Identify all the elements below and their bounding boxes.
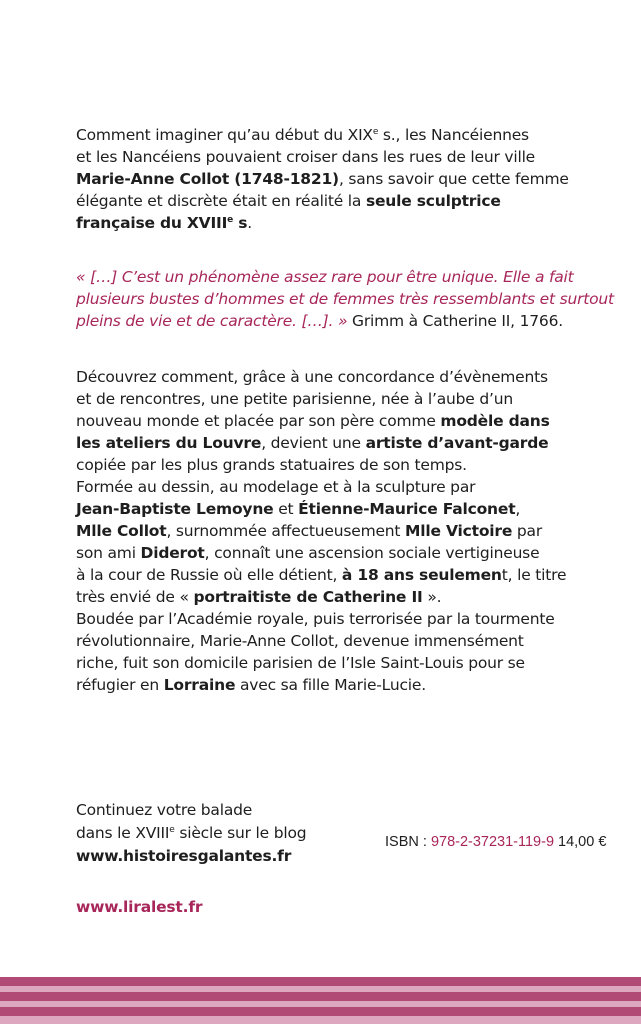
intro-text: et les Nancéiens pouvaient croiser dans les rues de leur ville (76, 148, 536, 166)
body-text: à la cour de Russie où elle détient, (76, 566, 342, 584)
superscript: e (169, 825, 175, 835)
body-text: , (515, 500, 521, 518)
isbn-number: 978-2-37231-119-9 (430, 834, 555, 850)
body-text: copiée par les plus grands statuaires de son temps. (76, 456, 467, 474)
body-text: révolutionnaire, Marie-Anne Collot, devenue immensément (76, 632, 524, 650)
stripe (0, 977, 641, 986)
body-text: , devient une (261, 434, 366, 452)
bold-name: Lorraine (163, 676, 236, 694)
bold-phrase: les ateliers du Louvre (76, 434, 262, 452)
bold-phrase: à 18 ans seulemen (341, 566, 502, 584)
blog-text: dans le XVIII (76, 824, 170, 842)
intro-paragraph (76, 124, 636, 234)
bold-phrase: portraitiste de Catherine II (193, 588, 423, 606)
body-text: ». (422, 588, 442, 606)
bold-name: Mlle Victoire (405, 522, 513, 540)
body-text: , connaît une ascension sociale vertigineuse (204, 544, 540, 562)
stripe (0, 992, 641, 1001)
publisher-website-link[interactable]: www.liralest.fr (76, 898, 203, 916)
body-text: Découvrez comment, grâce à une concordance d’évènements (76, 368, 548, 386)
bold-name: Jean-Baptiste Lemoyne (76, 500, 274, 518)
intro-text: , sans savoir que cette femme (338, 170, 569, 188)
intro-text: élégante et discrète était en réalité la (76, 192, 366, 210)
bold-name: Diderot (140, 544, 205, 562)
body-text: Formée au dessin, au modelage et à la sculpture par (76, 478, 476, 496)
quote-text: « […] C’est un phénomène assez rare pour être unique. Elle a fait (76, 268, 574, 286)
blog-text: siècle sur le blog (174, 824, 307, 842)
intro-text: . (247, 214, 253, 232)
isbn (385, 834, 554, 850)
body-text: son ami (76, 544, 141, 562)
quote-attribution: Grimm à Catherine II, 1766. (347, 312, 563, 330)
quote-text: pleins de vie et de caractère. […]. » (76, 312, 348, 330)
body-text: réfugier en (76, 676, 164, 694)
body-text: Boudée par l’Académie royale, puis terrorisée par la tourmente (76, 610, 555, 628)
body-text: par (512, 522, 543, 540)
bold-name: Étienne-Maurice Falconet (298, 500, 516, 518)
bold-phrase: seule sculptrice (365, 192, 501, 210)
body-text: t, le titre (501, 566, 567, 584)
intro-text: s., les Nancéiennes (378, 126, 529, 144)
body-paragraph (76, 366, 636, 696)
bold-phrase: française du XVIII (76, 214, 228, 232)
artist-name: Marie-Anne Collot (1748-1821) (76, 170, 339, 188)
blog-url-link[interactable]: www.histoiresgalantes.fr (76, 847, 292, 865)
body-text: avec sa fille Marie-Lucie. (235, 676, 426, 694)
stripe (0, 1007, 641, 1016)
body-text: et de rencontres, une petite parisienne, née à l’aube d’un (76, 390, 513, 408)
body-text: très envié de « (76, 588, 194, 606)
bold-phrase: artiste d’avant-garde (365, 434, 549, 452)
body-text: , surnommée affectueusement (166, 522, 406, 540)
superscript: e (227, 215, 234, 225)
stripe (0, 1016, 641, 1024)
body-text: riche, fuit son domicile parisien de l’Isle Saint-Louis pour se (76, 654, 525, 672)
blog-text: Continuez votre balade (76, 801, 253, 819)
superscript: e (372, 127, 379, 137)
bold-phrase: s (233, 214, 248, 232)
price: 14,00 € (558, 834, 607, 850)
bold-name: Mlle Collot (76, 522, 167, 540)
body-text: et (273, 500, 299, 518)
isbn-label: ISBN : (385, 834, 431, 850)
bold-phrase: modèle dans (440, 412, 550, 430)
quote-text: plusieurs bustes d’hommes et de femmes très ressemblants et surtout (76, 290, 614, 308)
body-text: nouveau monde et placée par son père comme (76, 412, 441, 430)
quote-paragraph (76, 266, 636, 332)
intro-text: Comment imaginer qu’au début du XIX (76, 126, 373, 144)
